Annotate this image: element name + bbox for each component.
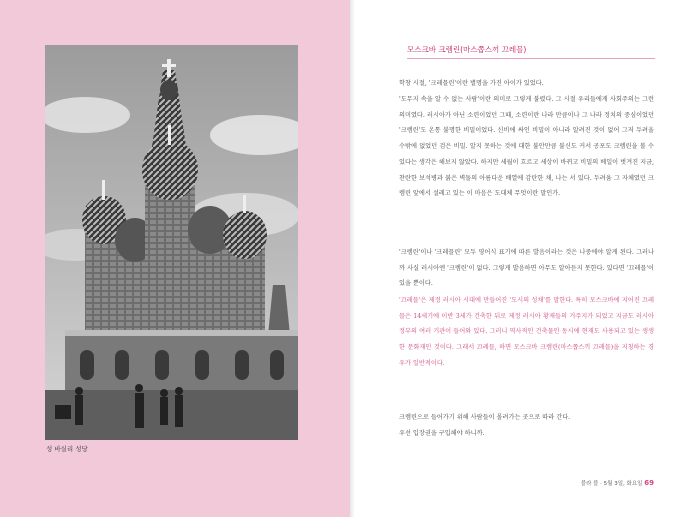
cathedral-photo <box>45 45 298 440</box>
paragraph-text: 학창 시절, '크레믈린'이란 별명을 가진 아이가 있었다. <box>399 80 544 87</box>
paragraph <box>399 426 654 442</box>
paragraph-text: '도무지 속을 알 수 없는 사람'이란 의미로 그렇게 불렸다. 그 시절 우리들에게 사회주의는 그런 의미였다. 러시아가 아닌 소련이었던 그때, 소련이란 나라 만큼이나 그 나라 정치의 중심이었던 '크렘린'도 온통 불명한 비밀이었다. 신비에 싸인 비밀이 아니라 알려진 것이 없어 그저 두려울 수밖에 없었던 검은 비밀. 알지 못하는 것에 대한 불안만큼 불신도 커서 공포도 크렘린을 볼 수 있다는 생각은 해보지 않았다. 하지만 세월이 흐르고 세상이 바뀌고 비밀의 베일이 벗겨진 지금, 찬란한 보석병과 붉은 벽돌의 아름다운 배열에 감탄한 채, 나는 서 있다. 두려움 그 자체였던 크렘린 앞에서 설레고 있는 이 마음은 도대체 무엇이란 말인가. <box>399 96 654 198</box>
paragraph-text: '크렘린'이나 '크레믈린' 모두 영어식 표기에 따른 발음이라는 것은 나중에야 알게 된다. 그러나까 사실 러시아엔 '크렘린'이 없다. 그렇게 발음하면 아무도 알아듣지 못한다. 있다면 '끄레믈'이 있을 뿐이다. <box>399 249 654 288</box>
paragraph <box>399 76 654 92</box>
section-title: 모스크바 크렘린(마스쫍스끼 끄레믈) <box>407 44 655 59</box>
highlighted-paragraph <box>399 293 654 372</box>
photo-caption: 성 바실리 성당 <box>46 445 88 453</box>
paragraph <box>399 92 654 202</box>
paragraph-text: 크렘린으로 들어가기 위해 사람들이 몰려가는 곳으로 따라 간다. <box>399 414 571 421</box>
page-number: 69 <box>644 479 654 487</box>
paragraph <box>399 410 654 426</box>
paragraph-text: '끄레믈'은 제정 러시아 시대에 만들어진 '도시의 성채'를 말한다. 특히 모스크바에 지어진 끄레믈은 14세기에 이반 3세가 건축한 뒤로 제정 러시아 황제들의 거주지가 되었고 지금도 러시아 정부의 여러 기관이 들어와 있다. 그러니 역사적인 건축물인 동시에 현재도 사용되고 있는 생생한 문화재인 것이다. 그래서 끄레믈, 하면 모스크바 크렘린(마스쫍스끼 끄레믈)을 지칭하는 경우가 일반적이다. <box>399 297 654 367</box>
footer-text: 블라 블 · 5월 3일, 화요일 <box>580 481 643 487</box>
page-footer <box>581 479 654 487</box>
right-page <box>355 0 700 517</box>
paragraph-text: 우선 입장권을 구입해야 하니까. <box>399 430 485 437</box>
paragraph <box>399 245 654 292</box>
